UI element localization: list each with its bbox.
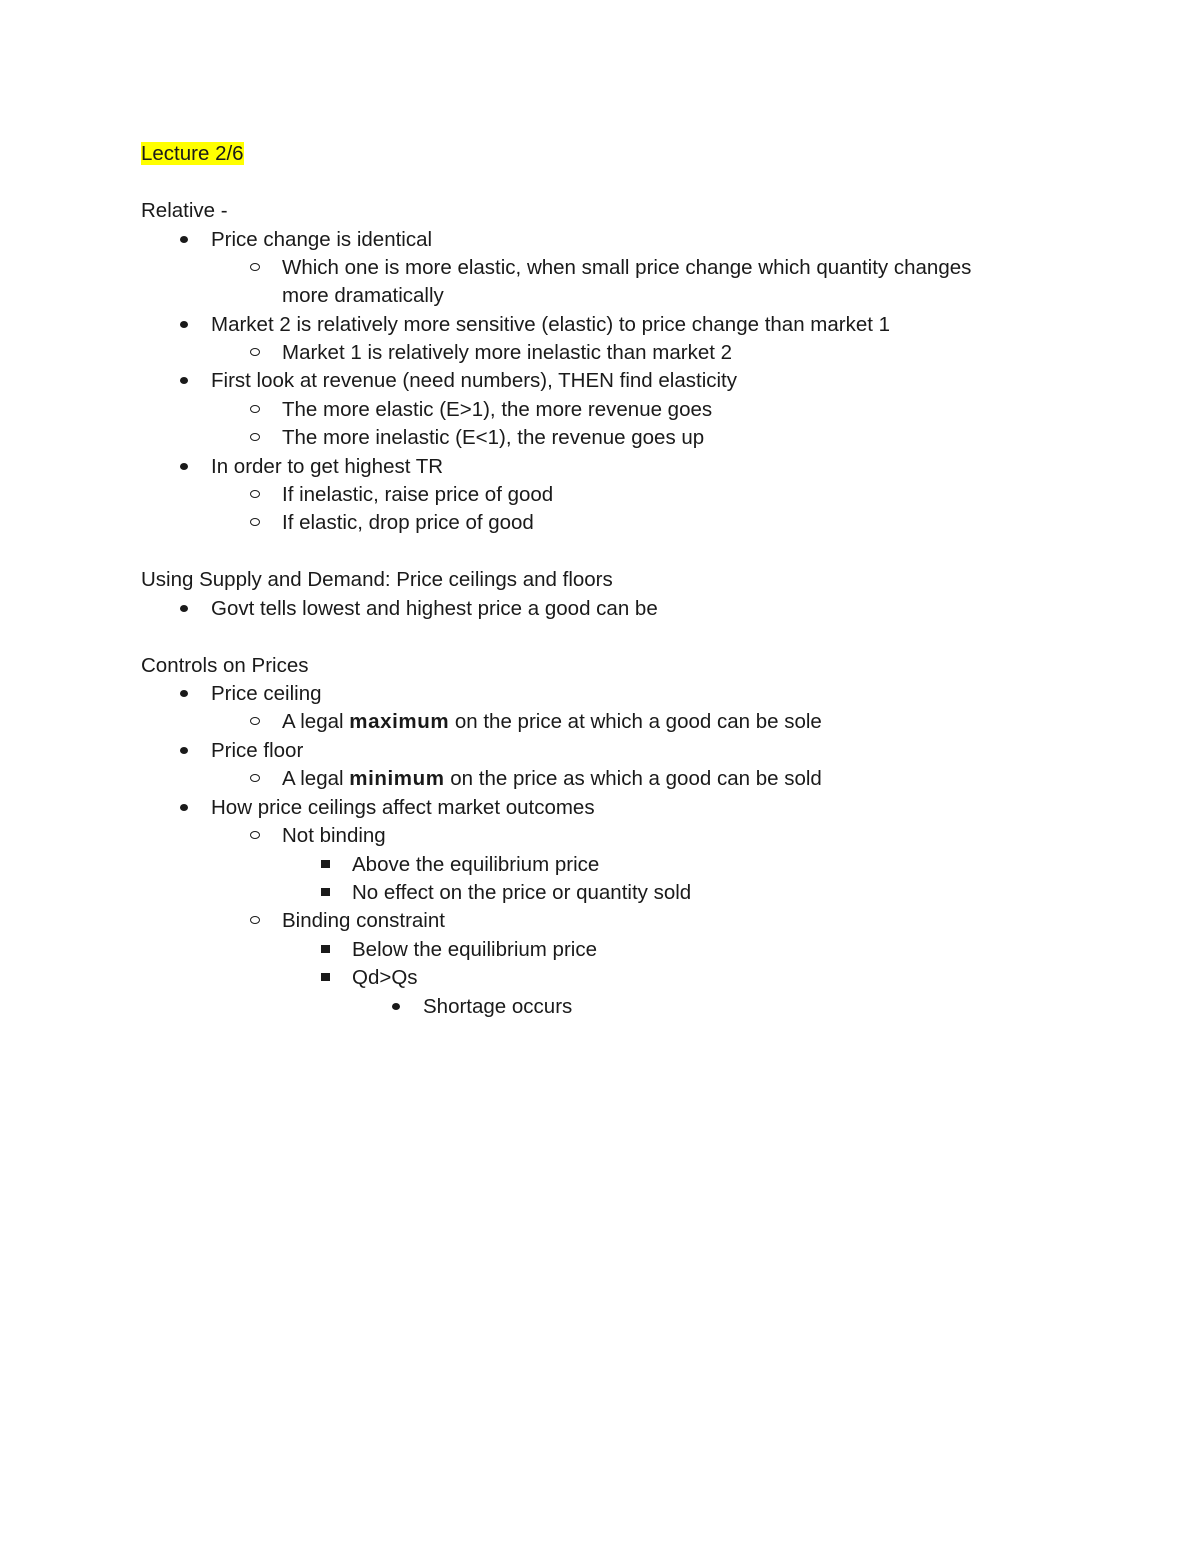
list-item: Price ceiling: [211, 682, 322, 705]
list-item: Price floor: [211, 739, 304, 762]
list-item: If inelastic, raise price of good: [282, 483, 554, 506]
bullet-circle-icon: [248, 765, 262, 793]
bold-term-minimum: minimum: [349, 767, 445, 790]
list-item: [282, 708, 822, 736]
list-item: Price change is identical: [211, 228, 433, 251]
bullet-dot-icon: [389, 993, 403, 1021]
section-heading-supply-demand: Using Supply and Demand: Price ceilings and floors: [141, 568, 613, 591]
bullet-square-icon: [318, 879, 332, 907]
text-run: on the price as which a good can be sold: [444, 767, 822, 790]
bullet-circle-icon: [248, 708, 262, 736]
bullet-dot-icon: [177, 226, 191, 254]
text-run: on the price at which a good can be sole: [449, 710, 822, 733]
bullet-circle-icon: [248, 339, 262, 367]
list-item: Above the equilibrium price: [352, 853, 600, 876]
list-item: Which one is more elastic, when small price change which quantity changes: [282, 256, 972, 279]
list-item: Shortage occurs: [423, 995, 573, 1018]
bullet-dot-icon: [177, 794, 191, 822]
bullet-dot-icon: [177, 595, 191, 623]
list-item: The more inelastic (E<1), the revenue goes up: [282, 426, 705, 449]
title-highlight: Lecture 2/6: [141, 142, 244, 165]
list-item: Below the equilibrium price: [352, 938, 597, 961]
bullet-dot-icon: [177, 367, 191, 395]
bullet-circle-icon: [248, 254, 262, 282]
bullet-square-icon: [318, 936, 332, 964]
bullet-square-icon: [318, 851, 332, 879]
list-item: Govt tells lowest and highest price a good can be: [211, 597, 658, 620]
bullet-circle-icon: [248, 396, 262, 424]
bold-term-maximum: maximum: [349, 710, 450, 733]
list-item: Market 1 is relatively more inelastic than market 2: [282, 341, 733, 364]
bullet-dot-icon: [177, 453, 191, 481]
list-item: The more elastic (E>1), the more revenue goes: [282, 398, 713, 421]
document-title: [141, 140, 244, 168]
section-heading-relative: Relative -: [141, 199, 228, 222]
bullet-circle-icon: [248, 424, 262, 452]
list-item: Market 2 is relatively more sensitive (elastic) to price change than market 1: [211, 313, 891, 336]
list-item: How price ceilings affect market outcomes: [211, 796, 595, 819]
bullet-circle-icon: [248, 907, 262, 935]
bullet-dot-icon: [177, 311, 191, 339]
list-item: [282, 765, 822, 793]
text-run: A legal: [282, 710, 350, 733]
bullet-circle-icon: [248, 822, 262, 850]
bullet-dot-icon: [177, 737, 191, 765]
bullet-circle-icon: [248, 481, 262, 509]
list-item: No effect on the price or quantity sold: [352, 881, 692, 904]
list-item: Binding constraint: [282, 909, 445, 932]
list-item-continuation: more dramatically: [282, 284, 444, 307]
section-heading-controls: Controls on Prices: [141, 654, 309, 677]
text-run: A legal: [282, 767, 350, 790]
list-item: First look at revenue (need numbers), THEN find elasticity: [211, 369, 738, 392]
list-item: Qd>Qs: [352, 966, 418, 989]
list-item: If elastic, drop price of good: [282, 511, 534, 534]
bullet-square-icon: [318, 964, 332, 992]
bullet-circle-icon: [248, 509, 262, 537]
list-item: Not binding: [282, 824, 386, 847]
list-item: In order to get highest TR: [211, 455, 444, 478]
bullet-dot-icon: [177, 680, 191, 708]
